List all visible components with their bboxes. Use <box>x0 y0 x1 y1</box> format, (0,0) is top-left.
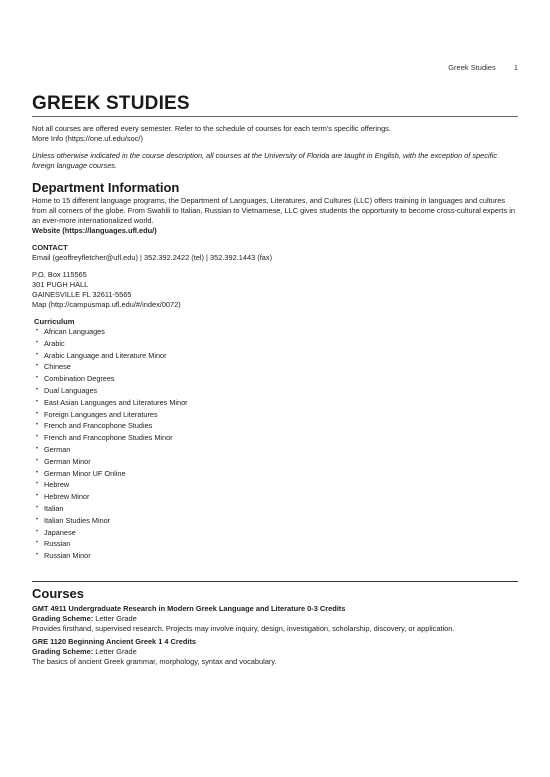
curriculum-item[interactable]: • Hebrew <box>36 479 188 491</box>
language-note: Unless otherwise indicated in the course description, all courses at the University of Florida are taught in English, with the exception of specific foreign language courses. <box>32 151 498 170</box>
curriculum-item[interactable]: • Italian <box>36 503 188 515</box>
running-title: Greek Studies <box>448 63 496 72</box>
address-line: P.O. Box 115565 <box>32 270 87 279</box>
curriculum-item[interactable]: • East Asian Languages and Literatures Minor <box>36 397 188 409</box>
course-title: GMT 4911 Undergraduate Research in Modern Greek Language and Literature 0-3 Credits <box>32 604 346 613</box>
page-title: GREEK STUDIES <box>32 93 190 114</box>
course-grading <box>32 647 137 657</box>
grading-value: Letter Grade <box>95 647 137 656</box>
offering-notice: Not all courses are offered every semester. Refer to the schedule of courses for each term's specific offerings. <box>32 124 391 133</box>
course-title: GRE 1120 Beginning Ancient Greek 1 4 Credits <box>32 637 197 646</box>
curriculum-item[interactable]: • Russian <box>36 538 188 550</box>
courses-heading: Courses <box>32 586 85 601</box>
page-number: 1 <box>513 63 518 72</box>
curriculum-item[interactable]: • African Languages <box>36 326 188 338</box>
more-info-link[interactable]: More Info (https://one.uf.edu/soc/) <box>32 134 143 143</box>
grading-value: Letter Grade <box>95 614 137 623</box>
curriculum-item[interactable]: • German <box>36 444 188 456</box>
curriculum-item[interactable]: • Arabic <box>36 338 188 350</box>
curriculum-item[interactable]: • Arabic Language and Literature Minor <box>36 350 188 362</box>
curriculum-item[interactable]: • Japanese <box>36 527 188 539</box>
curriculum-item[interactable]: • German Minor UF Online <box>36 468 188 480</box>
curriculum-item[interactable]: • German Minor <box>36 456 188 468</box>
curriculum-item[interactable]: • Russian Minor <box>36 550 188 562</box>
curriculum-item[interactable]: • French and Francophone Studies <box>36 420 188 432</box>
curriculum-item[interactable]: • Hebrew Minor <box>36 491 188 503</box>
address-line: 301 PUGH HALL <box>32 280 89 289</box>
campus-map-link[interactable]: Map (http://campusmap.ufl.edu/#/index/0072) <box>32 300 181 309</box>
curriculum-item[interactable]: • Foreign Languages and Literatures <box>36 409 188 421</box>
department-heading: Department Information <box>32 180 180 195</box>
curriculum-heading: Curriculum <box>34 317 75 326</box>
curriculum-item[interactable]: • French and Francophone Studies Minor <box>36 432 188 444</box>
title-rule <box>32 116 518 117</box>
grading-label: Grading Scheme: <box>32 614 94 623</box>
course-description: The basics of ancient Greek grammar, morphology, syntax and vocabulary. <box>32 657 277 666</box>
curriculum-item[interactable]: • Italian Studies Minor <box>36 515 188 527</box>
running-header <box>448 63 518 72</box>
department-website-link[interactable]: Website (https://languages.ufl.edu/) <box>32 226 157 235</box>
curriculum-item[interactable]: • Chinese <box>36 361 188 373</box>
contact-line[interactable]: Email (geoffreyfletcher@ufl.edu) | 352.392.2422 (tel) | 352.392.1443 (fax) <box>32 253 273 262</box>
address-line: GAINESVILLE FL 32611-5565 <box>32 290 132 299</box>
grading-label: Grading Scheme: <box>32 647 94 656</box>
course-grading <box>32 614 137 624</box>
curriculum-item[interactable]: • Dual Languages <box>36 385 188 397</box>
courses-rule <box>32 581 518 582</box>
contact-heading: CONTACT <box>32 243 68 252</box>
curriculum-item[interactable]: • Combination Degrees <box>36 373 188 385</box>
department-description: Home to 15 different language programs, the Department of Languages, Literatures, and Cultures (LLC) offers training in languages and cultures from all corners of the globe. From Swahili to Italian, Russian to Vietnamese, LLC gives students the opportunity to become cross-cultural experts in an ever-more internationalized world. <box>32 196 515 225</box>
course-description: Provides firsthand, supervised research. Projects may involve inquiry, design, investigation, scholarship, discovery, or application. <box>32 624 455 633</box>
curriculum-list <box>36 326 188 562</box>
